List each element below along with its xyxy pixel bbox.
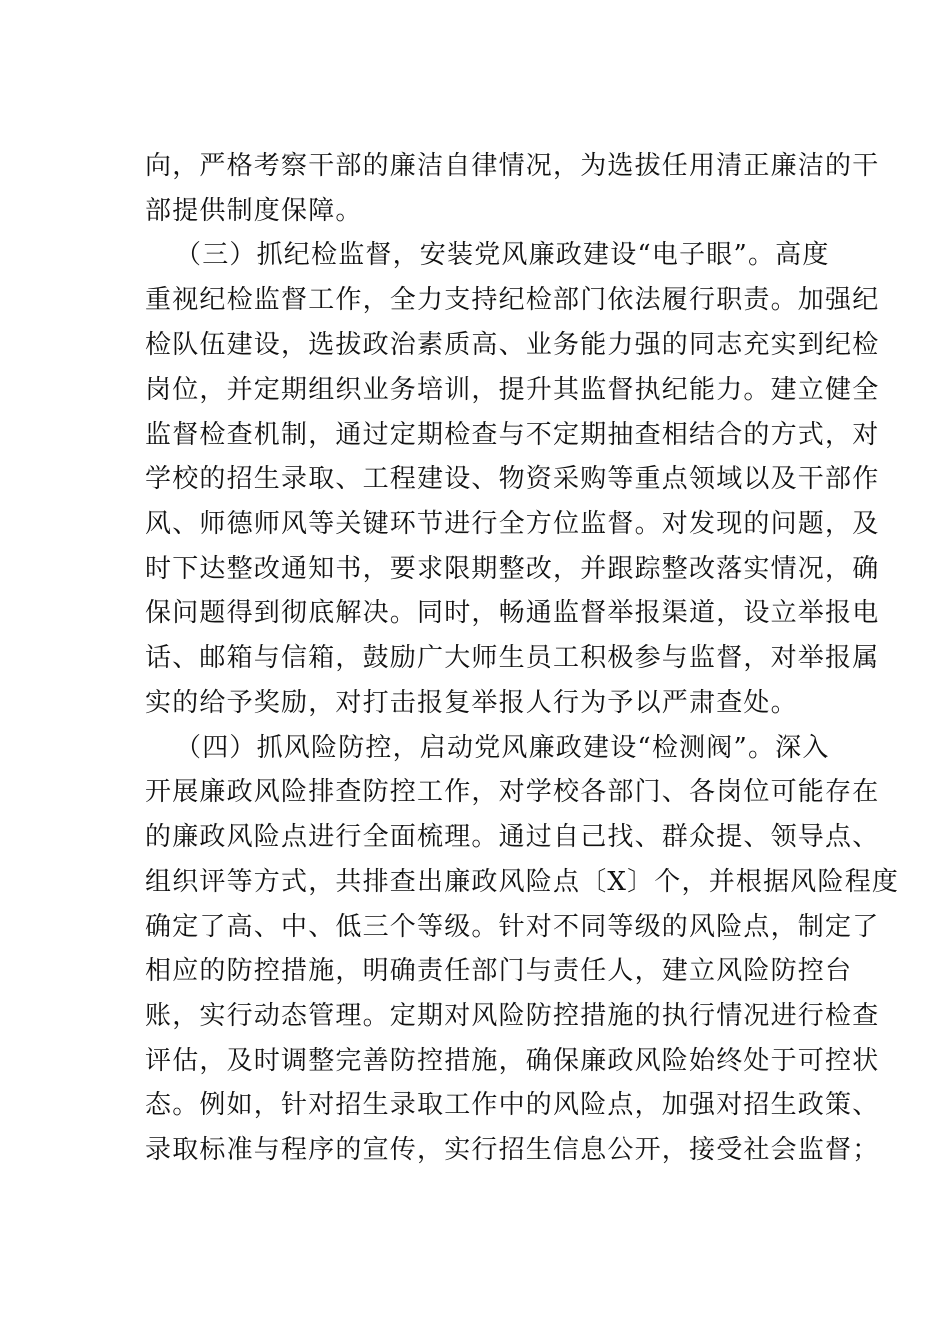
text-line: 时下达整改通知书，要求限期整改，并跟踪整改落实情况，确	[145, 554, 880, 584]
text-line: 监督检查机制，通过定期检查与不定期抽查相结合的方式，对	[145, 420, 880, 450]
text-line: 组织评等方式，共排查出廉政风险点〔X〕个，并根据风险程度	[145, 867, 900, 897]
text-line: 保问题得到彻底解决。同时，畅通监督举报渠道，设立举报电	[145, 598, 880, 628]
section-heading-line: （四）抓风险防控，启动党风廉政建设“检测阀”。深入	[175, 733, 830, 763]
text-line: 态。例如，针对招生录取工作中的风险点，加强对招生政策、	[145, 1090, 880, 1120]
text-line: 评估，及时调整完善防控措施，确保廉政风险始终处于可控状	[145, 1046, 880, 1076]
section-heading-line: （三）抓纪检监督，安装党风廉政建设“电子眼”。高度	[175, 240, 830, 270]
text-line: 风、师德师风等关键环节进行全方位监督。对发现的问题，及	[145, 509, 880, 539]
text-line: 开展廉政风险排查防控工作，对学校各部门、各岗位可能存在	[145, 777, 880, 807]
text-line: 岗位，并定期组织业务培训，提升其监督执纪能力。建立健全	[145, 375, 880, 405]
text-line: 录取标准与程序的宣传，实行招生信息公开，接受社会监督；	[145, 1135, 880, 1165]
text-line: 相应的防控措施，明确责任部门与责任人，建立风险防控台	[145, 956, 853, 986]
text-line: 账，实行动态管理。定期对风险防控措施的执行情况进行检查	[145, 1001, 880, 1031]
text-line: 话、邮箱与信箱，鼓励广大师生员工积极参与监督，对举报属	[145, 643, 880, 673]
text-line: 重视纪检监督工作，全力支持纪检部门依法履行职责。加强纪	[145, 285, 880, 315]
text-line: 的廉政风险点进行全面梳理。通过自己找、群众提、领导点、	[145, 822, 880, 852]
text-line: 确定了高、中、低三个等级。针对不同等级的风险点，制定了	[145, 912, 880, 942]
text-line: 学校的招生录取、工程建设、物资采购等重点领域以及干部作	[145, 464, 880, 494]
text-line: 向，严格考察干部的廉洁自律情况，为选拔任用清正廉洁的干	[145, 151, 880, 181]
text-line: 实的给予奖励，对打击报复举报人行为予以严肃查处。	[145, 688, 798, 718]
text-line: 检队伍建设，选拔政治素质高、业务能力强的同志充实到纪检	[145, 330, 880, 360]
text-line: 部提供制度保障。	[145, 196, 363, 226]
